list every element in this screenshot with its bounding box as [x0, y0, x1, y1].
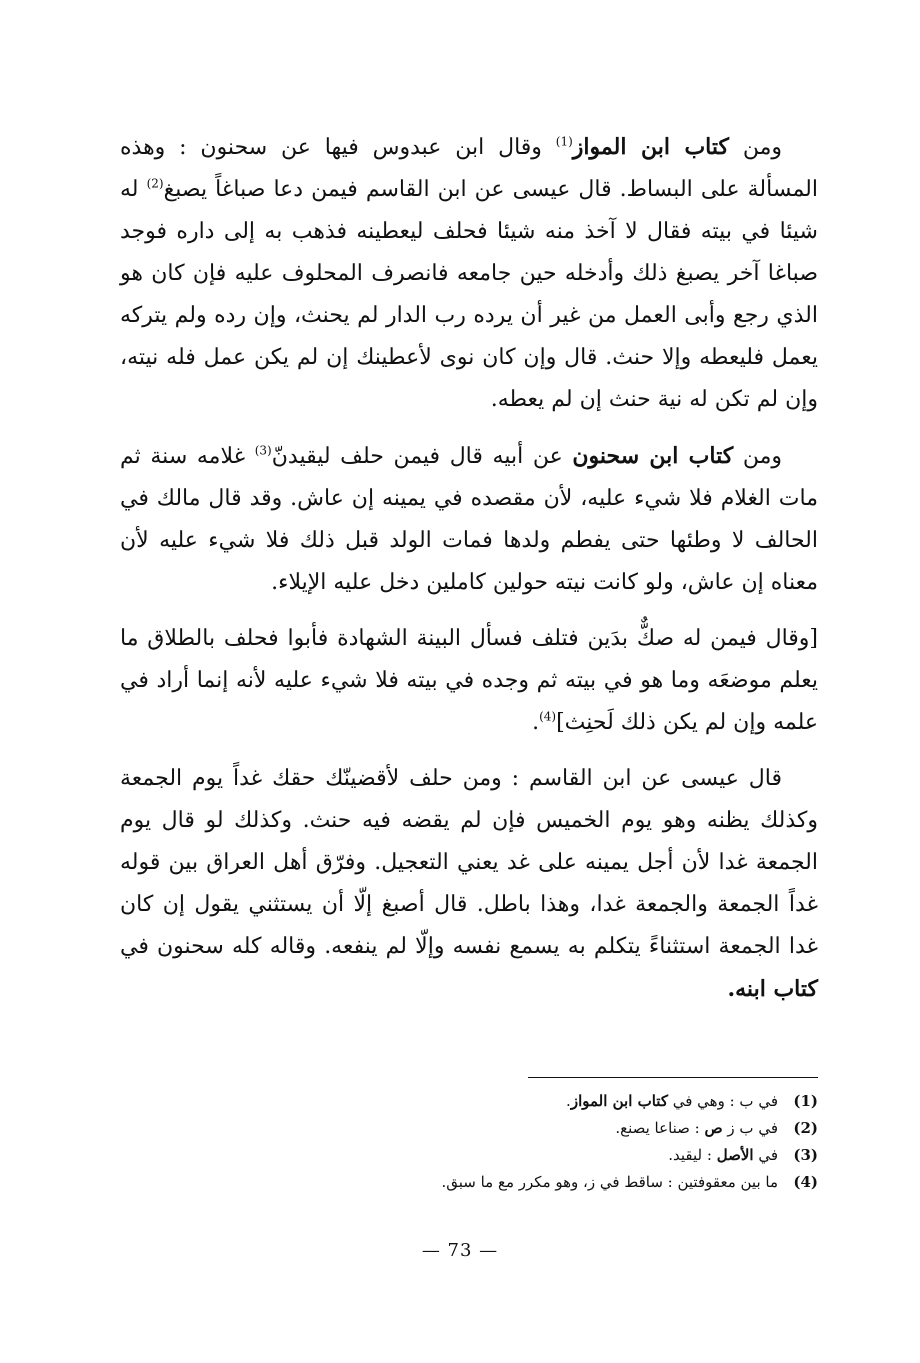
footnote-3 — [298, 1142, 818, 1169]
bold-phrase: كتاب ابن سحنون — [572, 443, 734, 469]
text-run: ما بين معقوفتين : ساقط في ز، وهو مكرر مع ما سبق. — [441, 1173, 778, 1191]
footnote-marker: (4) — [539, 709, 557, 724]
bold-phrase: كتاب ابن المواز — [570, 1092, 668, 1110]
text-run: في — [753, 1146, 778, 1164]
paragraph-1 — [120, 126, 818, 421]
footnote-1 — [298, 1088, 818, 1115]
footnote-number: (4) — [793, 1173, 818, 1191]
text-run: ومن — [728, 135, 782, 160]
footnote-2 — [298, 1115, 818, 1142]
footnote-marker: (3) — [254, 443, 272, 458]
footnote-text — [298, 1088, 778, 1115]
footnote-marker: (1) — [555, 134, 573, 149]
paragraph-4 — [120, 758, 818, 1011]
footnotes — [298, 1088, 818, 1196]
bold-phrase: ص — [704, 1119, 723, 1137]
main-text — [120, 126, 818, 1011]
footnote-separator — [528, 1077, 818, 1078]
paragraph-3 — [120, 618, 818, 744]
bold-phrase: . — [727, 976, 736, 1002]
footnote-text — [298, 1169, 778, 1196]
text-run: في ب ز — [722, 1119, 778, 1137]
text-run: ومن — [733, 444, 782, 469]
text-run: في ب : وهي في — [667, 1092, 778, 1110]
text-run: قال عيسى عن ابن القاسم : ومن حلف لأقضينّك حقك غداً يوم الجمعة وكذلك يظنه وهو يوم الخميس فإن لم يقضه فيه حنث. وكذلك لو قال يوم الجمعة غدا لأن أجل يمينه على غد يعني التعجيل. وفرّق أهل العراق بين قوله غداً الجمعة والجمعة غدا، وهذا باطل. قال أصبغ إلّا أن يستثني يقول إن كان غدا الجمعة استثناءً يتكلم به يسمع نفسه وإلّا لم ينفعه. وقاله كله سحنون في — [120, 766, 818, 959]
text-run: [وقال فيمن له صكٌّ بدَين فتلف فسأل البينة الشهادة فأبوا فحلف بالطلاق ما يعلم موضعَه وما هو في بيته ثم وجده في بيته فلا شيء عليه لأنه إنما أراد في علمه وإن لم يكن ذلك لَحنِث] — [120, 626, 818, 735]
footnote-marker: (2) — [146, 176, 164, 191]
footnote-number: (1) — [793, 1092, 818, 1110]
bold-phrase: كتاب ابن المواز — [572, 134, 729, 160]
footnote-text — [298, 1115, 778, 1142]
text-run: . — [532, 710, 540, 735]
footnote-4 — [298, 1169, 818, 1196]
paragraph-2 — [120, 435, 818, 604]
text-run: وقال ابن عبدوس فيها عن سحنون : وهذه المسألة على البساط. قال عيسى عن ابن القاسم فيمن دعا صباغاً يصبغ — [120, 135, 818, 202]
page-number: — 73 — — [421, 1240, 499, 1261]
text-run: غلامه سنة ثم مات الغلام فلا شيء عليه، لأن مقصده في يمينه إن عاش. وقد قال مالك في الحالف لا وطئها حتى يفطم ولدها فمات الولد قبل ذلك فلا شيء عليه لأن معناه إن عاش، ولو كانت نيته حولين كاملين دخل عليه الإيلاء. — [120, 444, 818, 595]
bold-phrase: كتاب ابنه — [735, 976, 818, 1002]
text-run: : ليقيد. — [668, 1146, 717, 1164]
footnote-number: (3) — [793, 1146, 818, 1164]
text-run: له شيئا في بيته فقال لا آخذ منه شيئا فحلف ليعطينه فذهب به إلى داره فوجد صباغا آخر يصبغ ذلك وأدخله حين جامعه فانصرف المحلوف عليه فإن كان هو الذي رجع وأبى العمل من غير أن يرده رب الدار لم يحنث، وإن رده ولم يتركه يعمل فليعطه وإلا حنث. قال وإن كان نوى لأعطينك إن لم يكن عمل فله نيته، وإن لم تكن له نية حنث إن لم يعطه. — [120, 177, 818, 412]
bold-phrase: الأصل — [716, 1146, 754, 1164]
footnote-text — [298, 1142, 778, 1169]
text-run: : صناعا يصنع. — [615, 1119, 705, 1137]
text-run: . — [566, 1092, 571, 1110]
footnote-number: (2) — [793, 1119, 818, 1137]
text-run: عن أبيه قال فيمن حلف ليقيدنّ — [271, 444, 573, 469]
